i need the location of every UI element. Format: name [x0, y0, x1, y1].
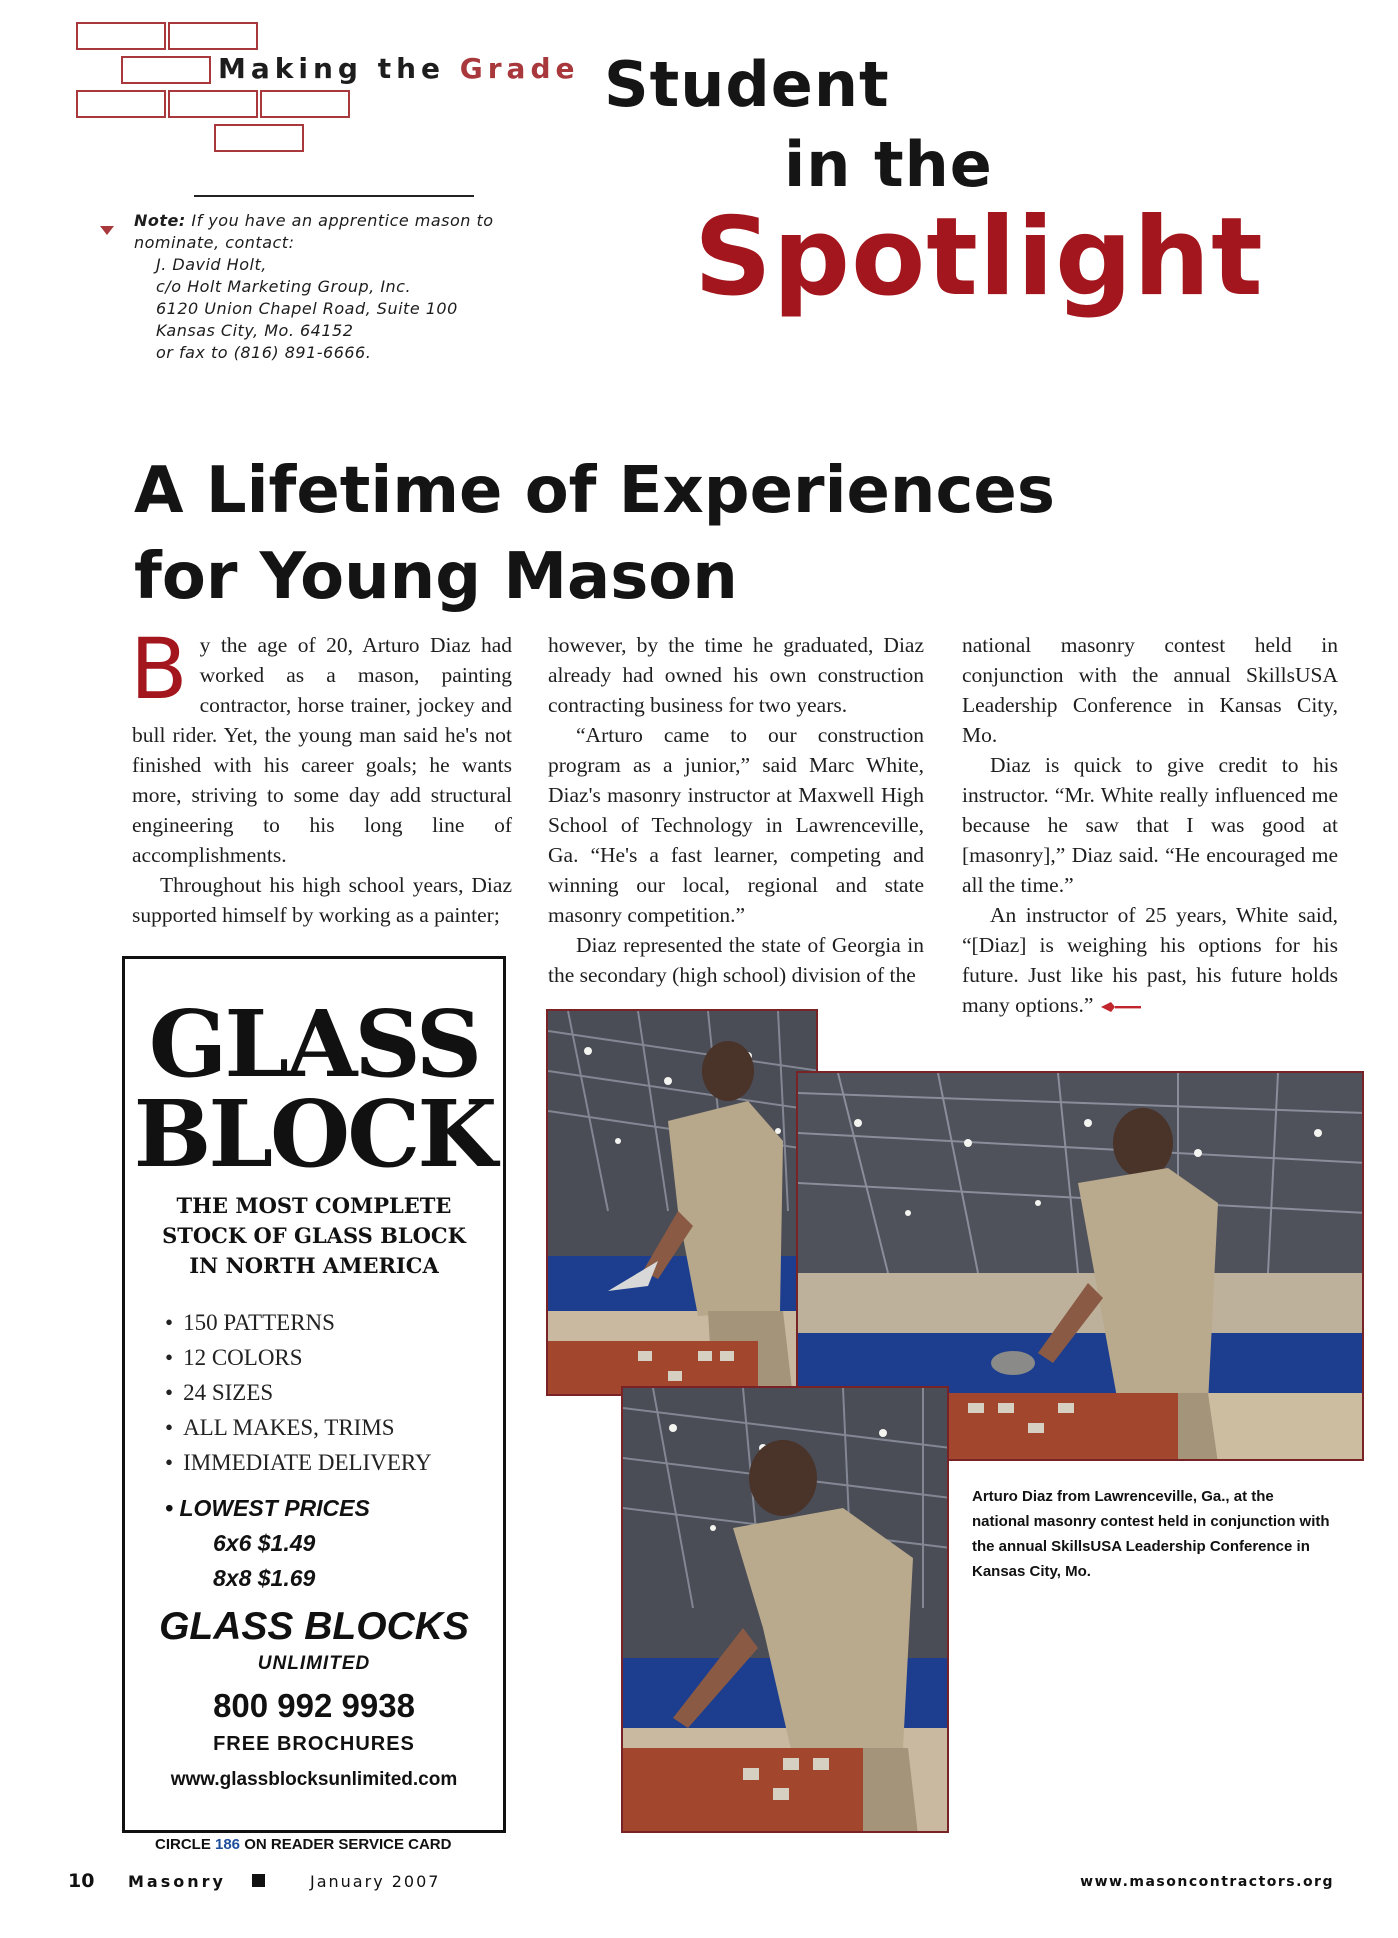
paragraph: however, by the time he graduated, Diaz already had owned his own construction contracting business for two years. [548, 633, 924, 717]
drop-cap: B [130, 620, 188, 718]
note-line: J. David Holt, [156, 255, 267, 274]
ad-price: 8x8 $1.69 [213, 1565, 316, 1591]
ad-subtitle [125, 1191, 503, 1281]
headline-line: for Young Mason [134, 540, 738, 614]
paragraph: Throughout his high school years, Diaz supported himself by working as a painter; [132, 873, 512, 927]
circle-text: ON READER SERVICE CARD [240, 1836, 452, 1853]
ad-subtitle-line: STOCK OF GLASS BLOCK [162, 1223, 466, 1248]
paragraph: An instructor of 25 years, White said, “[Diaz] is weighing his options for his future. Just like his past, his future holds many options.” [962, 903, 1338, 1017]
ad-feature: • 150 PATTERNS [165, 1305, 432, 1340]
note-divider [194, 195, 474, 197]
note-line: If you have an apprentice mason to [185, 211, 494, 230]
ad-brand: GLASS BLOCKS [159, 1605, 469, 1648]
spotlight-title-line1: Student [604, 48, 890, 121]
kicker-text: Making the [218, 52, 460, 85]
paragraph: Diaz represented the state of Georgia in the secondary (high school) division of the [548, 933, 924, 987]
article-column-3 [962, 630, 1338, 1020]
paragraph: national masonry contest held in conjunction with the annual SkillsUSA Leadership Conference in Kansas City, Mo. [962, 633, 1338, 747]
ad-title: GLASS [148, 990, 480, 1098]
ad-feature-list [165, 1305, 432, 1480]
note-arrow-icon [100, 226, 114, 235]
trowel-end-icon [1099, 1001, 1143, 1013]
footer-website-link[interactable]: www.masoncontractors.org [1080, 1874, 1334, 1890]
article-headline [134, 448, 1314, 620]
ad-feature: • 12 COLORS [165, 1340, 432, 1375]
note-line: or fax to (816) 891-6666. [156, 343, 372, 362]
ad-url-link[interactable]: www.glassblocksunlimited.com [170, 1769, 458, 1790]
note-line: 6120 Union Chapel Road, Suite 100 [156, 299, 458, 318]
ad-feature: • ALL MAKES, TRIMS [165, 1410, 432, 1445]
nomination-note [134, 210, 494, 364]
page-number: 10 [68, 1870, 95, 1892]
article-column-1 [130, 620, 512, 930]
section-kicker [218, 52, 579, 85]
spotlight-title-line2: in the [784, 128, 993, 201]
ad-brochures: FREE BROCHURES [213, 1733, 415, 1755]
ad-subtitle-line: IN NORTH AMERICA [189, 1253, 439, 1278]
ad-lowest-prices: • LOWEST PRICES [165, 1495, 370, 1521]
spotlight-title-line3: Spotlight [694, 195, 1264, 320]
kicker-accent: Grade [459, 52, 580, 85]
ad-title: BLOCK [133, 1080, 495, 1188]
reader-service-note [155, 1836, 451, 1853]
note-label: Note: [134, 211, 186, 230]
paragraph: “Arturo came to our construction program as a junior,” said Marc White, Diaz's masonry instructor at Maxwell High School of Technology in Lawrenceville, Ga. “He's a fast learner, competing and winning our local, regional and state masonry competition.” [548, 723, 924, 927]
circle-text: CIRCLE [155, 1836, 215, 1853]
magazine-name: Masonry [128, 1872, 226, 1891]
article-column-2 [548, 630, 924, 990]
ad-subtitle-line: THE MOST COMPLETE [176, 1193, 452, 1218]
issue-date: January 2007 [310, 1872, 441, 1891]
ad-feature: • 24 SIZES [165, 1375, 432, 1410]
photo-mason-1 [546, 1009, 818, 1396]
reader-service-number: 186 [215, 1836, 241, 1853]
paragraph: y the age of 20, Arturo Diaz had worked as a mason, painting contractor, horse trainer, jockey and bull rider. Yet, the young man said he's not finished with his career goals; he wants more, striving to some day add structural engineering to his long line of accomplishments. [132, 633, 512, 867]
ad-price: 6x6 $1.49 [213, 1530, 316, 1556]
headline-line: A Lifetime of Experiences [134, 454, 1055, 528]
glass-block-ad [122, 956, 506, 1833]
ad-phone: 800 992 9938 [213, 1687, 415, 1724]
ad-prices [165, 1491, 370, 1596]
ad-brand-sub: UNLIMITED [257, 1653, 371, 1674]
footer-separator-icon [252, 1874, 265, 1887]
note-line: c/o Holt Marketing Group, Inc. [156, 277, 412, 296]
photo-caption: Arturo Diaz from Lawrenceville, Ga., at the national masonry contest held in conjunction with the annual SkillsUSA Leadership Conference in Kansas City, Mo. [972, 1488, 1330, 1580]
note-line: nominate, contact: [134, 233, 295, 252]
photo-mason-3 [621, 1386, 949, 1833]
note-line: Kansas City, Mo. 64152 [156, 321, 354, 340]
ad-feature: • IMMEDIATE DELIVERY [165, 1445, 432, 1480]
paragraph: Diaz is quick to give credit to his instructor. “Mr. White really influenced me because he saw that I was good at [masonry],” Diaz said. “He encouraged me all the time.” [962, 753, 1338, 897]
